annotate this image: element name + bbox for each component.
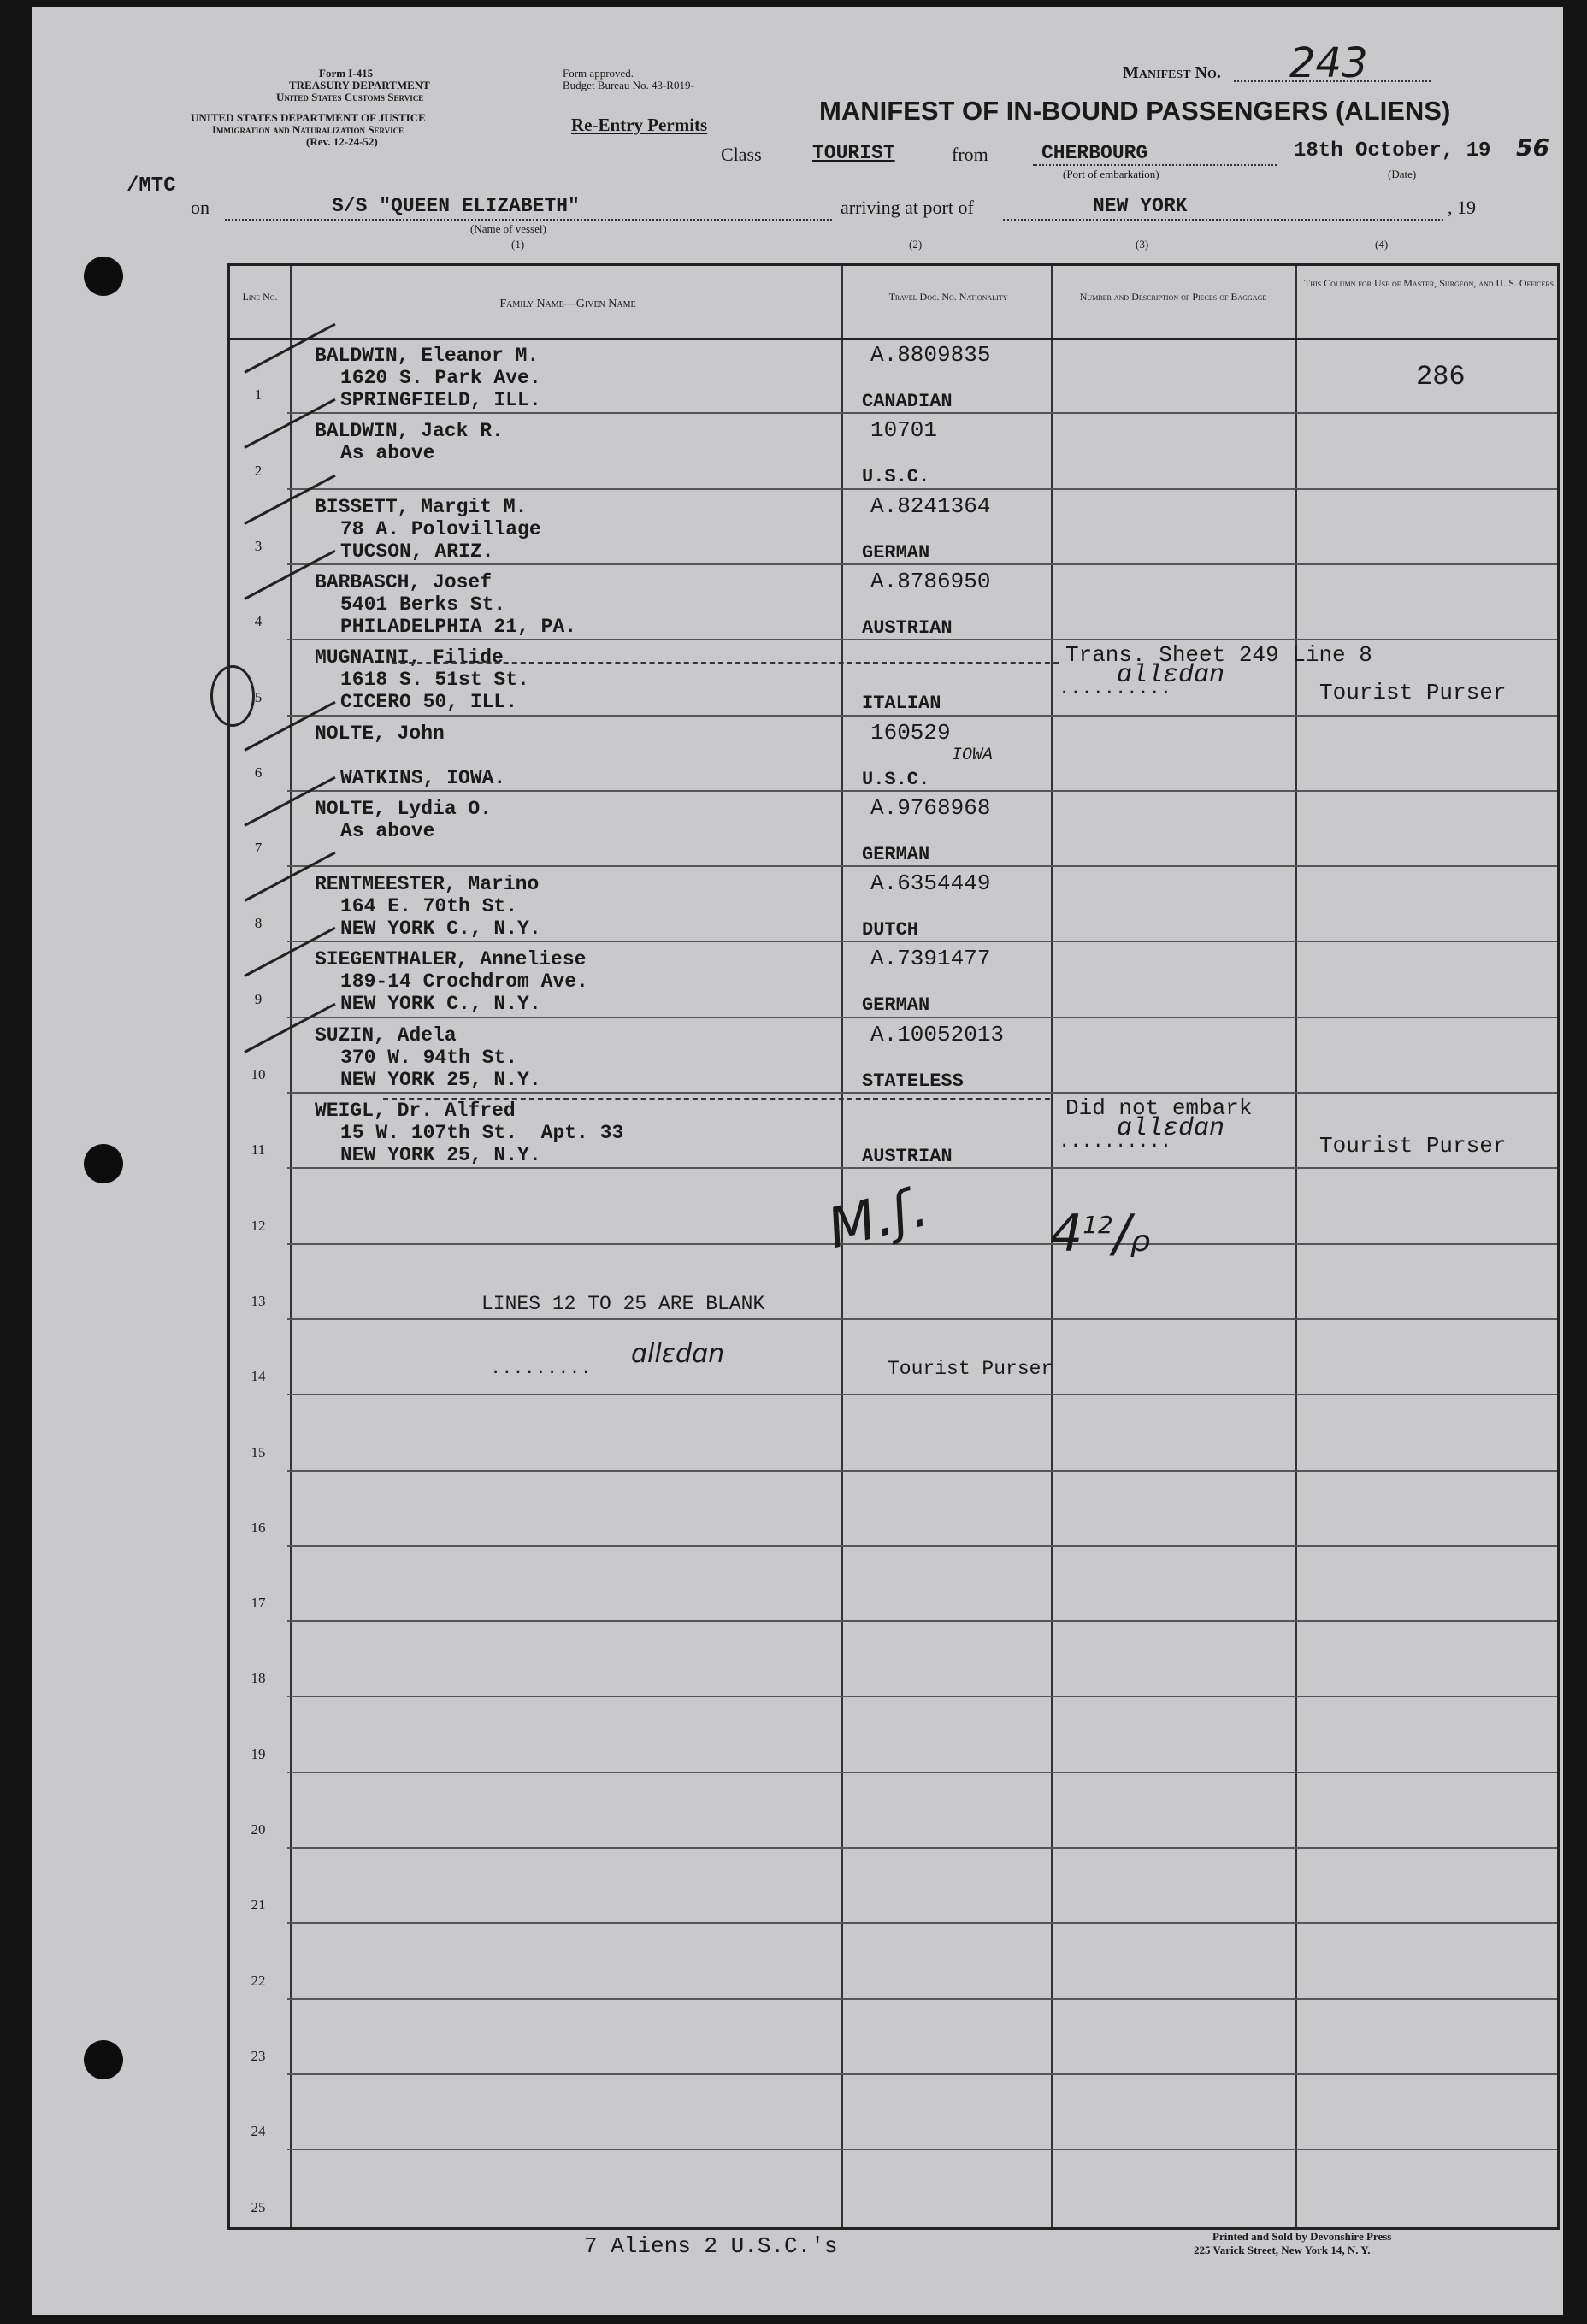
handwritten-initials: M.ʃ.: [821, 1175, 935, 1262]
baggage-dots: ..........: [1059, 1131, 1172, 1153]
blank-dots: .........: [490, 1358, 592, 1379]
row-rule: [287, 1394, 1557, 1395]
baggage-dots: ..........: [1059, 678, 1172, 700]
from-value: CHERBOURG: [1041, 142, 1148, 164]
baggage-signature: ɑllɛdɑn: [1117, 661, 1225, 691]
treasury-dept: TREASURY DEPARTMENT: [289, 79, 430, 91]
line-number: 24: [251, 2123, 266, 2140]
reentry-permits: Re-Entry Permits: [571, 115, 708, 135]
passenger-address-2: NEW YORK C., N.Y.: [340, 917, 541, 941]
blank-signer: Tourist Purser: [888, 1358, 1053, 1380]
line-number: 17: [251, 1595, 266, 1612]
vessel-caption: (Name of vessel): [470, 222, 546, 235]
manifest-number: 243: [1289, 39, 1368, 87]
line-number: 25: [251, 2198, 266, 2215]
line-number: 2: [254, 462, 263, 479]
travel-doc-number: A.8786950: [870, 568, 991, 594]
passenger-address-2: PHILADELPHIA 21, PA.: [340, 615, 577, 638]
travel-doc-number: A.8809835: [870, 342, 991, 368]
row-rule: [287, 1998, 1557, 2000]
line-number: 12: [251, 1217, 266, 1234]
baggage-signature: ɑllɛdɑn: [1117, 1114, 1225, 1143]
ins-service: Immigration and Naturalization Service: [212, 123, 404, 136]
travel-doc-number: 160529: [870, 719, 951, 746]
handwritten-date: $4^{12}/ᵨ$: [1050, 1204, 1152, 1264]
passenger-address-1: 5401 Berks St.: [340, 593, 506, 616]
travel-doc-number: A.6354449: [870, 870, 991, 897]
justice-dept: UNITED STATES DEPARTMENT OF JUSTICE: [191, 111, 426, 124]
line-number: 3: [254, 537, 263, 554]
row-rule: [287, 1470, 1557, 1472]
from-rule: [1033, 164, 1277, 166]
punch-hole-middle: [84, 1144, 123, 1183]
footer-totals: 7 Aliens 2 U.S.C.'s: [584, 2233, 838, 2259]
customs-service: United States Customs Service: [276, 91, 424, 103]
line5-dash: [392, 662, 1059, 664]
line11-dash: [383, 1098, 1050, 1100]
passenger-address-2: WATKINS, IOWA.: [340, 766, 506, 789]
header-baggage: Number and Description of Pieces of Baggage: [1079, 291, 1267, 303]
passenger-address-1: 189-14 Crochdrom Ave.: [340, 970, 588, 994]
col-num-3: (3): [1136, 238, 1149, 251]
arriving-port: NEW YORK: [1093, 195, 1188, 217]
header-family-name: Family Name—Given Name: [499, 298, 636, 310]
passenger-name: BISSETT, Margit M.: [315, 495, 528, 518]
arriving-label: arriving at port of: [841, 197, 974, 218]
nationality: STATELESS: [862, 1070, 964, 1092]
passenger-name: RENTMEESTER, Marino: [315, 873, 540, 896]
nationality: AUSTRIAN: [862, 1146, 953, 1167]
passenger-address-1: 78 A. Polovillage: [340, 517, 541, 540]
passenger-name: NOLTE, Lydia O.: [315, 797, 493, 820]
baggage-signer: Tourist Purser: [1319, 1133, 1507, 1159]
line-number: 18: [251, 1670, 266, 1687]
line-number: 22: [251, 1972, 266, 1989]
passenger-name: BALDWIN, Jack R.: [315, 420, 504, 443]
line-number: 1: [254, 386, 263, 404]
punch-hole-top: [84, 257, 123, 296]
vessel-rule: [225, 219, 832, 221]
row-rule: [287, 1696, 1557, 1697]
line-number: 20: [251, 1821, 266, 1837]
nationality: ITALIAN: [862, 693, 941, 715]
line-number: 4: [254, 613, 263, 630]
passenger-name: BARBASCH, Josef: [315, 570, 493, 593]
travel-doc-number: A.8241364: [870, 493, 991, 519]
col-num-2: (2): [909, 238, 923, 251]
revision: (Rev. 12-24-52): [306, 135, 378, 148]
row-rule: [287, 1772, 1557, 1773]
col-num-1: (1): [511, 238, 525, 251]
line-number: 16: [251, 1519, 266, 1536]
header-line-no: Line No.: [242, 291, 278, 303]
passenger-address-2: CICERO 50, ILL.: [340, 691, 518, 714]
row-rule: [287, 1847, 1557, 1849]
passenger-name: MUGNAINI, Filide: [315, 646, 504, 669]
header-travel-doc: Travel Doc. No. Nationality: [888, 291, 1008, 303]
manifest-sheet: [32, 7, 1563, 2315]
form-number: Form I-415: [319, 67, 374, 80]
passenger-address-2: NEW YORK 25, N.Y.: [340, 1144, 541, 1166]
date-year: 56: [1516, 133, 1549, 162]
row-rule: [287, 1620, 1557, 1622]
baggage-note: Trans. Sheet 249 Line 8: [1065, 642, 1372, 669]
nationality: U.S.C.: [862, 466, 930, 488]
row-rule: [287, 1545, 1557, 1547]
row-rule: [287, 1243, 1557, 1245]
line-number: 13: [251, 1292, 266, 1309]
line-number: 9: [254, 990, 263, 1007]
row-rule: [287, 941, 1557, 942]
baggage-note: Did not embark: [1065, 1095, 1253, 1121]
punch-hole-bottom: [84, 2040, 123, 2079]
header-officers: This Column for Use of Master, Surgeon, and U. S. Officers: [1303, 277, 1555, 289]
nationality: GERMAN: [862, 994, 930, 1017]
passenger-address-1: 15 W. 107th St. Apt. 33: [340, 1122, 624, 1144]
passenger-name: SIEGENTHALER, Anneliese: [315, 948, 587, 971]
on-label: on: [191, 197, 209, 218]
line-number: 6: [254, 764, 263, 781]
col-num-4: (4): [1375, 238, 1389, 251]
row-rule: [287, 2073, 1557, 2075]
baggage-signer: Tourist Purser: [1319, 680, 1507, 706]
passenger-address-1: 1618 S. 51st St.: [340, 669, 529, 692]
vessel-name: S/S "QUEEN ELIZABETH": [332, 195, 580, 217]
passenger-address-1: As above: [340, 819, 435, 842]
line-number: 14: [251, 1368, 266, 1385]
port-embark-caption: (Port of embarkation): [1063, 168, 1159, 180]
date-caption: (Date): [1388, 168, 1417, 180]
blank-note: LINES 12 TO 25 ARE BLANK: [481, 1293, 765, 1315]
circled-mark: [210, 665, 255, 727]
passenger-name: NOLTE, John: [315, 722, 445, 745]
date-value: 18th October, 19: [1294, 139, 1491, 162]
nationality: AUSTRIAN: [862, 616, 953, 639]
line-number: 23: [251, 2047, 266, 2064]
blank-signature: ɑllɛdɑn: [631, 1339, 725, 1369]
class-value: TOURIST: [812, 142, 895, 164]
passenger-address-2: NEW YORK 25, N.Y.: [340, 1068, 541, 1091]
officer-note: 286: [1416, 361, 1466, 392]
form-approved: Form approved.: [563, 67, 634, 80]
nationality: U.S.C.: [862, 768, 930, 790]
row-rule: [287, 1922, 1557, 1924]
passenger-name: SUZIN, Adela: [315, 1023, 457, 1047]
from-label: from: [952, 144, 988, 165]
nationality: GERMAN: [862, 541, 930, 563]
line-number: 7: [254, 840, 263, 857]
port-rule: [1003, 219, 1443, 221]
manifest-title: MANIFEST OF IN-BOUND PASSENGERS (ALIENS): [819, 96, 1451, 126]
line-number: 10: [251, 1066, 266, 1082]
nationality: GERMAN: [862, 843, 930, 865]
line-number: 19: [251, 1745, 266, 1762]
passenger-address-2: SPRINGFIELD, ILL.: [340, 389, 541, 411]
passenger-name: WEIGL, Dr. Alfred: [315, 1100, 516, 1122]
arriving-year: , 19: [1448, 197, 1476, 218]
line-number: 11: [251, 1141, 266, 1159]
passenger-address-2: TUCSON, ARIZ.: [340, 540, 494, 563]
passenger-address-1: 1620 S. Park Ave.: [340, 367, 541, 389]
passenger-address-1: 370 W. 94th St.: [340, 1046, 518, 1069]
travel-doc-note: IOWA: [952, 745, 994, 765]
row-rule: [287, 1318, 1557, 1320]
printer-line-2: 225 Varick Street, New York 14, N. Y.: [1194, 2244, 1371, 2256]
travel-doc-number: A.9768968: [870, 794, 991, 821]
travel-doc-number: 10701: [870, 417, 938, 444]
line-number: 21: [251, 1896, 266, 1914]
passenger-address-1: As above: [340, 442, 435, 465]
row-rule: [287, 2149, 1557, 2150]
line-number: 8: [254, 915, 263, 932]
passenger-name: BALDWIN, Eleanor M.: [315, 345, 540, 367]
side-mark: /MTC: [127, 174, 176, 198]
travel-doc-number: A.10052013: [870, 1021, 1005, 1047]
class-label: Class: [721, 144, 762, 165]
passenger-address-1: 164 E. 70th St.: [340, 895, 518, 918]
printer-line-1: Printed and Sold by Devonshire Press: [1212, 2230, 1392, 2243]
passenger-address-2: NEW YORK C., N.Y.: [340, 993, 541, 1016]
nationality: DUTCH: [862, 919, 919, 941]
travel-doc-number: A.7391477: [870, 946, 991, 972]
line-number: 5: [254, 688, 263, 705]
manifest-no-label: Manifest No.: [1123, 63, 1221, 82]
nationality: CANADIAN: [862, 391, 953, 412]
budget-bureau: Budget Bureau No. 43-R019-: [563, 79, 694, 91]
line-number: 15: [251, 1443, 266, 1460]
